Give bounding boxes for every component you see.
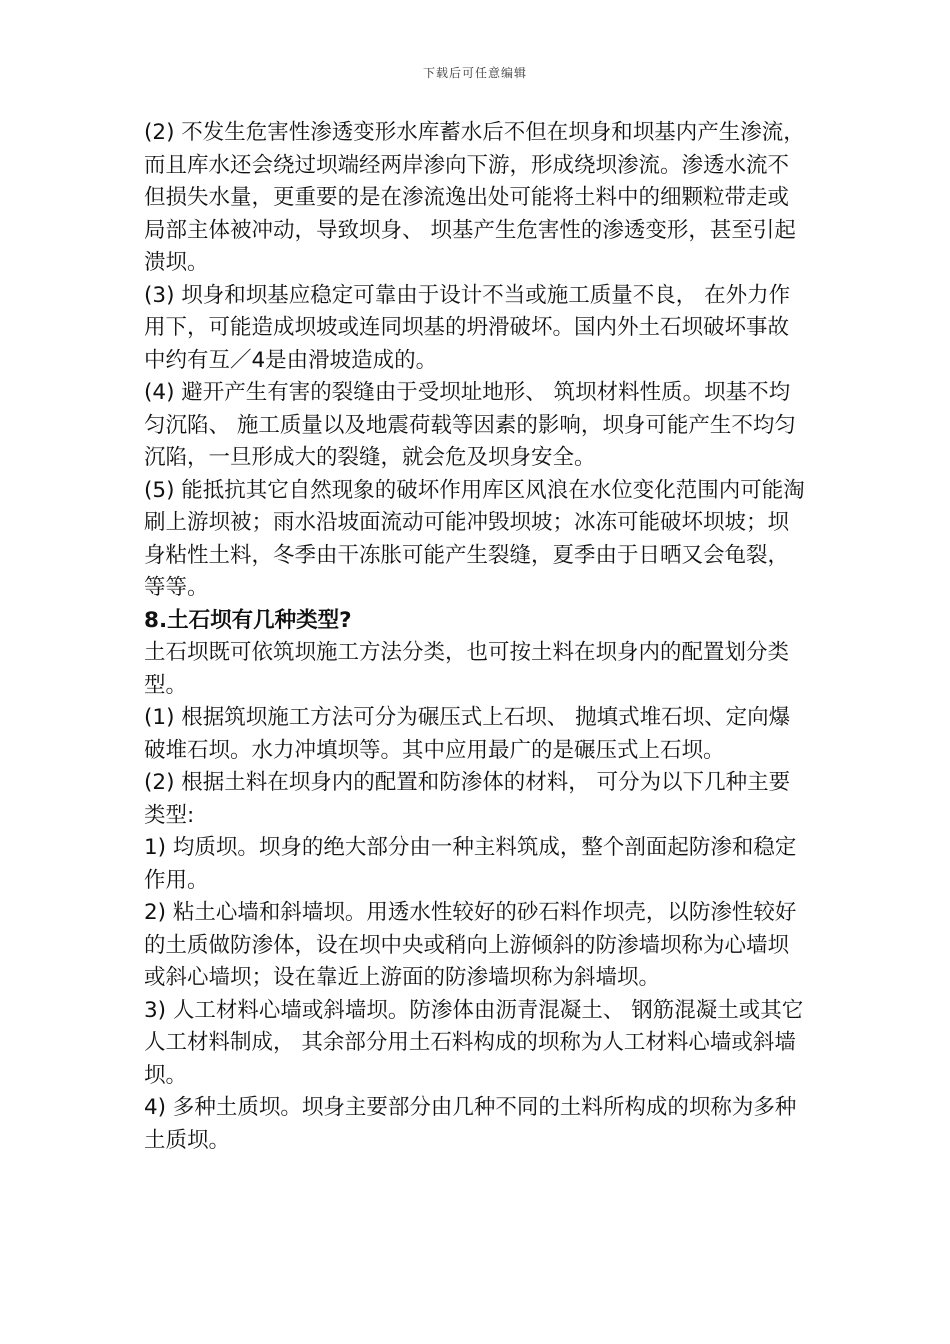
list-item-artificial-core-dam: 3) 人工材料心墙或斜墙坝。防渗体由沥青混凝土、 钢筋混凝土或其它人工材料制成， 其余部分用土石料构成的坝称为人工材料心墙或斜墙坝。 bbox=[144, 997, 804, 1088]
paragraph-material-config: (2) 根据土料在坝身内的配置和防渗体的材料， 可分为以下几种主要类型: bbox=[144, 770, 791, 828]
document-body bbox=[144, 117, 808, 1157]
paragraph-construction-method: (1) 根据筑坝施工方法可分为碾压式上石坝、 抛填式堆石坝、定向爆破堆石坝。水力冲填坝等。其中应用最广的是碾压式上石坝。 bbox=[144, 705, 791, 763]
paragraph-cracks: (4) 避开产生有害的裂缝由于受坝址地形、 筑坝材料性质。坝基不均匀沉陷、 施工质量以及地震荷载等因素的影响，坝身可能产生不均匀沉陷，一旦形成大的裂缝，就会危及坝身安全。 bbox=[144, 380, 796, 470]
list-item-homogeneous-dam: 1) 均质坝。坝身的绝大部分由一种主料筑成，整个剖面起防渗和稳定作用。 bbox=[144, 835, 797, 893]
list-item-zoned-earth-dam: 4) 多种土质坝。坝身主要部分由几种不同的土料所构成的坝称为多种土质坝。 bbox=[144, 1095, 797, 1153]
paragraph-natural-damage: (5) 能抵抗其它自然现象的破坏作用库区风浪在水位变化范围内可能淘刷上游坝被；雨水沿坡面流动可能冲毁坝坡；冰冻可能破坏坝坡；坝身粘性土料，冬季由干冻胀可能产生裂缝，夏季由于日晒又会龟裂，等等。 bbox=[144, 477, 805, 600]
list-item-clay-core-dam: 2) 粘土心墙和斜墙坝。用透水性较好的砂石料作坝壳，以防渗性较好的土质做防渗体，设在坝中央或稍向上游倾斜的防渗墙坝称为心墙坝或斜心墙坝；设在靠近上游面的防渗墙坝称为斜墙坝。 bbox=[144, 900, 797, 990]
paragraph-seepage-deformation: (2) 不发生危害性渗透变形水库蓄水后不但在坝身和坝基内产生渗流，而且库水还会绕过坝端经两岸渗向下游，形成绕坝渗流。渗透水流不但损失水量，更重要的是在渗流逸出处可能将土料中的细颗粒带走或局部主体被冲动，导致坝身、 坝基产生危害性的渗透变形，甚至引起溃坝。 bbox=[144, 120, 805, 275]
paragraph-classification-intro: 土石坝既可依筑坝施工方法分类，也可按土料在坝身内的配置划分类型。 bbox=[144, 640, 790, 698]
paragraph-stability: (3) 坝身和坝基应稳定可靠由于设计不当或施工质量不良， 在外力作用下，可能造成坝坡或连同坝基的坍滑破坏。国内外土石坝破坏事故中约有互／4是由滑坡造成的。 bbox=[144, 282, 791, 373]
page-header: 下载后可任意编辑 bbox=[422, 66, 527, 80]
section-heading: 8.土石坝有几种类型? bbox=[144, 607, 352, 633]
